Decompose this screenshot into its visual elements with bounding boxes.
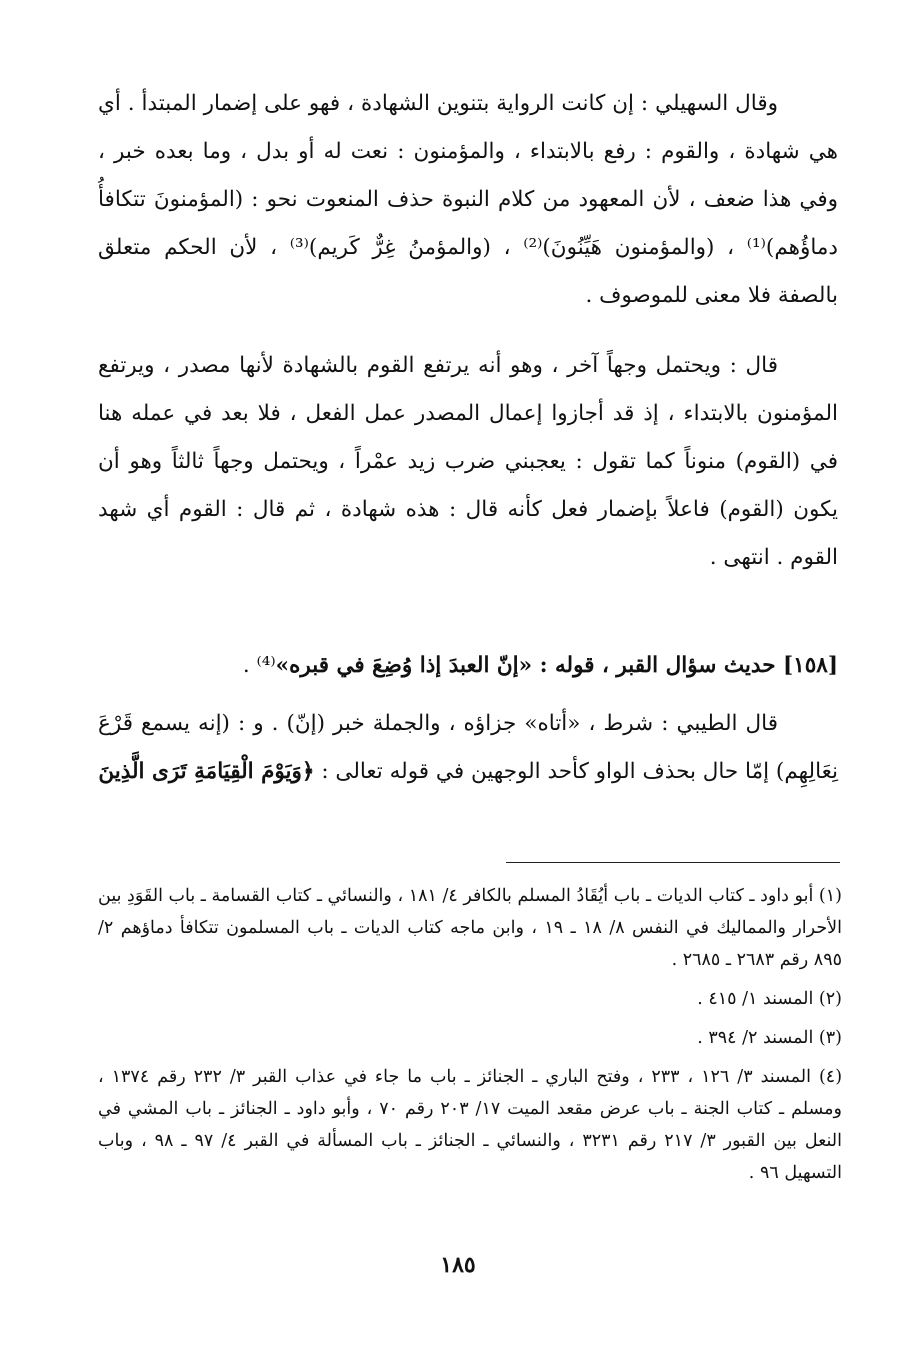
- footnote-2: (٢) المسند ١/ ٤١٥ .: [697, 989, 842, 1009]
- paragraph-suhayli: وقال السهيلي : إن كانت الرواية بتنوين الشهادة ، فهو على إضمار المبتدأ . أي هي شهادة ، والقوم : رفع بالابتداء ، والمؤمنون : نعت له أو بدل ، وما بعده خبر ، وفي هذا ضعف ، لأن المعهود من كلام النبوة حذف المنعوت نحو : (المؤمنونَ تتكافأُ دماؤُهم)⁽¹⁾ ، (والمؤمنون هَيِّنُونَ)⁽²⁾ ، (والمؤمنُ غِرٌّ كَريم)⁽³⁾ ، لأن الحكم متعلق بالصفة فلا معنى للموصوف .: [98, 91, 838, 308]
- footnotes: [98, 880, 842, 1196]
- footnote-1: (١) أبو داود ـ كتاب الديات ـ باب أيُقَادُ المسلم بالكافر ٤/ ١٨١ ، والنسائي ـ كتاب القسامة ـ باب القَوَدِ بين الأحرار والمماليك في النفس ٨/ ١٨ ـ ١٩ ، وابن ماجه كتاب الديات ـ باب المسلمون تتكافأ دماؤهم ٢/ ٨٩٥ رقم ٢٦٨٣ ـ ٢٦٨٥ .: [98, 886, 842, 970]
- hadith-heading-prefix: [١٥٨] حديث سؤال القبر ، قوله :: [532, 653, 838, 678]
- main-text: [98, 80, 838, 818]
- paragraph-tibi-text: قال الطيبي : شرط ، «أتاه» جزاؤه ، والجملة خبر (إنّ) . و : (إنه يسمع قَرْعَ نِعَالِهِم) إمّا حال بحذف الواو كأحد الوجهين في قوله تعالى :: [98, 711, 838, 784]
- hadith-quote: «إنّ العبدَ إذا وُضِعَ في قبره»: [275, 653, 533, 678]
- quran-verse: ﴿وَيَوْمَ الْقِيَامَةِ تَرَى الَّذِينَ: [98, 759, 315, 784]
- footnote-4: (٤) المسند ٣/ ١٢٦ ، ٢٣٣ ، وفتح الباري ـ الجنائز ـ باب ما جاء في عذاب القبر ٣/ ٢٣٢ رقم ١٣٧٤ ، ومسلم ـ كتاب الجنة ـ باب عرض مقعد الميت ١٧/ ٢٠٣ رقم ٧٠ ، وأبو داود ـ الجنائز ـ باب المشي في النعل بين القبور ٣/ ٢١٧ رقم ٣٢٣١ ، والنسائي ـ الجنائز ـ باب المسألة في القبر ٤/ ٩٧ ـ ٩٨ ، وباب التسهيل ٩٦ .: [98, 1067, 843, 1183]
- paragraph-alternative-view: قال : ويحتمل وجهاً آخر ، وهو أنه يرتفع القوم بالشهادة لأنها مصدر ، ويرتفع المؤمنون بالابتداء ، إذ قد أجازوا إعمال المصدر عمل الفعل ، فلا بعد في عمله هنا في (القوم) منوناً كما تقول : يعجبني ضرب زيد عمْراً ، ويحتمل وجهاً ثالثاً وهو أن يكون (القوم) فاعلاً بإضمار فعل كأنه قال : هذه شهادة ، ثم قال : القوم أي شهد القوم . انتهى .: [98, 353, 838, 570]
- hadith-footnote-ref: ⁽⁴⁾ .: [242, 653, 276, 678]
- page-number: ١٨٥: [440, 1252, 476, 1278]
- paragraph-tibi: [98, 700, 838, 796]
- footnote-3: (٣) المسند ٢/ ٣٩٤ .: [697, 1028, 842, 1048]
- footnote-divider: [506, 862, 840, 863]
- hadith-heading: [98, 642, 838, 690]
